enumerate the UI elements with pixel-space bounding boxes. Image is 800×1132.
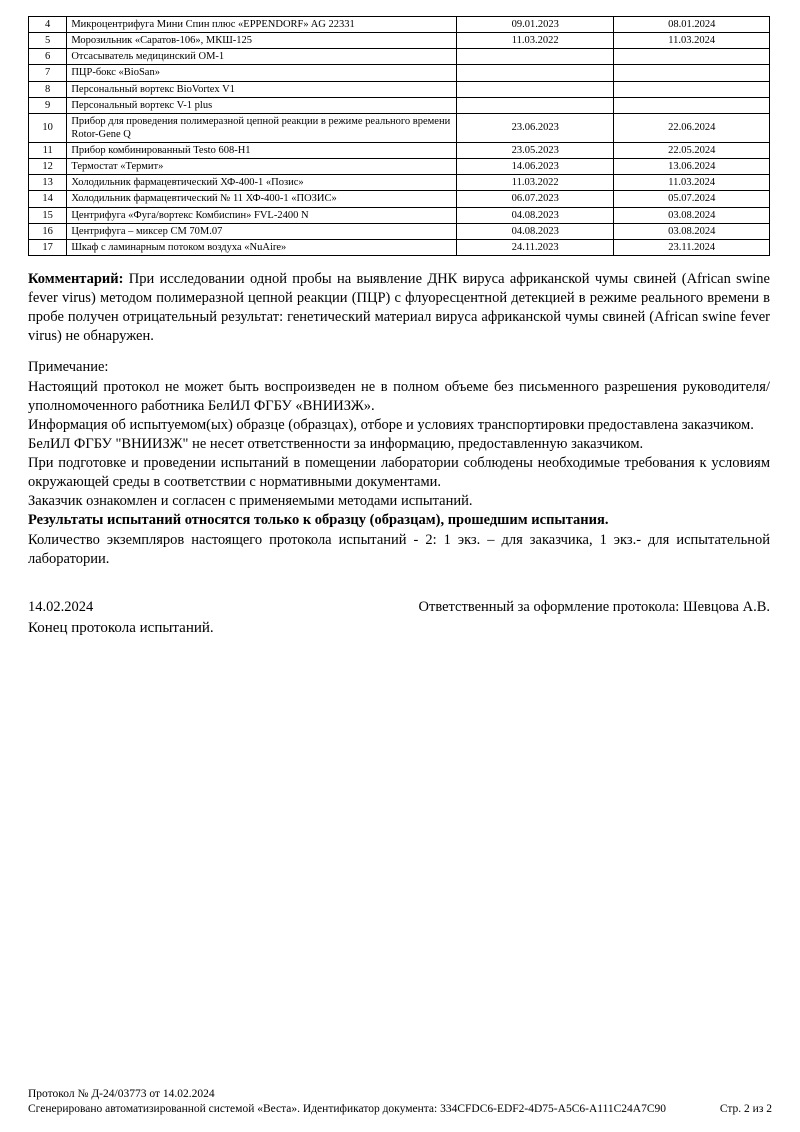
cell-date2: 03.08.2024	[614, 207, 770, 223]
cell-name: Отсасыватель медицинский ОМ-1	[67, 49, 457, 65]
cell-name: Холодильник фармацевтический ХФ-400-1 «Позис»	[67, 175, 457, 191]
equipment-table	[28, 16, 770, 256]
cell-date1: 23.05.2023	[456, 143, 613, 159]
signoff-responsible: Ответственный за оформление протокола: Шевцова А.В.	[418, 598, 770, 615]
cell-date1	[456, 65, 613, 81]
cell-name: Прибор комбинированный Testo 608-H1	[67, 143, 457, 159]
comment-paragraph	[28, 270, 770, 347]
cell-num: 12	[29, 159, 67, 175]
cell-date2: 13.06.2024	[614, 159, 770, 175]
note-line: При подготовке и проведении испытаний в помещении лаборатории соблюдены необходимые требования к условиям окружающей среды в соответствии с нормативными документами.	[28, 455, 770, 491]
comment-text: При исследовании одной пробы на выявление ДНК вируса африканской чумы свиней (African swine fever virus) методом полимеразной цепной реакции (ПЦР) с флуоресцентной детекцией в режиме реального времени в пробе получен отрицательный результат: генетический материал вируса африканской чумы свиней (African swine fever virus) не обнаружен.	[28, 270, 770, 345]
cell-date1: 11.03.2022	[456, 33, 613, 49]
cell-date2: 22.05.2024	[614, 143, 770, 159]
cell-name: Морозильник «Саратов-106», МКШ-125	[67, 33, 457, 49]
cell-date1	[456, 49, 613, 65]
signoff-row	[28, 599, 770, 616]
cell-num: 11	[29, 143, 67, 159]
table-row	[29, 33, 770, 49]
notes-lines	[28, 378, 770, 569]
cell-num: 7	[29, 65, 67, 81]
cell-name: Центрифуга – миксер СМ 70М.07	[67, 223, 457, 239]
table-row	[29, 49, 770, 65]
note-line: БелИЛ ФГБУ "ВНИИЗЖ" не несет ответственности за информацию, предоставленную заказчиком.	[28, 435, 644, 452]
cell-date2: 11.03.2024	[614, 175, 770, 191]
table-row	[29, 207, 770, 223]
cell-date1	[456, 97, 613, 113]
cell-date2	[614, 49, 770, 65]
equipment-table-body	[29, 17, 770, 256]
cell-date1: 14.06.2023	[456, 159, 613, 175]
cell-num: 8	[29, 81, 67, 97]
cell-name: Термостат «Термит»	[67, 159, 457, 175]
table-row	[29, 143, 770, 159]
table-row	[29, 81, 770, 97]
cell-date2	[614, 65, 770, 81]
cell-date1: 23.06.2023	[456, 113, 613, 142]
cell-date1: 04.08.2023	[456, 223, 613, 239]
cell-name: Холодильник фармацевтический № 11 ХФ-400-1 «ПОЗИС»	[67, 191, 457, 207]
page-footer	[28, 1087, 772, 1118]
table-row	[29, 239, 770, 255]
table-row	[29, 17, 770, 33]
cell-name: Прибор для проведения полимеразной цепной реакции в режиме реального времени Rotor-Gene Q	[67, 113, 457, 142]
note-line: Настоящий протокол не может быть воспроизведен не в полном объеме без письменного разрешения руководителя/уполномоченного работника БелИЛ ФГБУ «ВНИИЗЖ».	[28, 378, 770, 414]
cell-num: 15	[29, 207, 67, 223]
note-line: Количество экземпляров настоящего протокола испытаний - 2: 1 экз. – для заказчика, 1 экз.- для испытательной лаборатории.	[28, 531, 770, 567]
cell-num: 14	[29, 191, 67, 207]
note-line: Информация об испытуемом(ых) образце (образцах), отборе и условиях транспортировки предоставлена заказчиком.	[28, 416, 754, 433]
table-row	[29, 159, 770, 175]
cell-num: 13	[29, 175, 67, 191]
cell-num: 4	[29, 17, 67, 33]
cell-date2: 03.08.2024	[614, 223, 770, 239]
table-row	[29, 223, 770, 239]
cell-name: Персональный вортекс V-1 plus	[67, 97, 457, 113]
cell-date2: 22.06.2024	[614, 113, 770, 142]
cell-date2: 05.07.2024	[614, 191, 770, 207]
cell-date2	[614, 81, 770, 97]
cell-date1: 04.08.2023	[456, 207, 613, 223]
cell-num: 6	[29, 49, 67, 65]
table-row	[29, 175, 770, 191]
cell-num: 10	[29, 113, 67, 142]
footer-protocol-number: Протокол № Д-24/03773 от 14.02.2024	[28, 1087, 215, 1100]
footer-row2	[28, 1102, 772, 1118]
table-row	[29, 191, 770, 207]
cell-name: Шкаф с ламинарным потоком воздуха «NuAire»	[67, 239, 457, 255]
notes-title: Примечание:	[28, 359, 109, 376]
cell-name: Микроцентрифуга Мини Спин плюс «EPPENDORF» AG 22331	[67, 17, 457, 33]
cell-date1: 09.01.2023	[456, 17, 613, 33]
footer-generated-text: Сгенерировано автоматизированной системой «Веста». Идентификатор документа: 334CFDC6-EDF2-4D75-A5C6-A111C24A7C90	[28, 1103, 667, 1116]
cell-name: ПЦР-бокс «BioSan»	[67, 65, 457, 81]
table-row	[29, 113, 770, 142]
cell-date2: 23.11.2024	[614, 239, 770, 255]
cell-name: Центрифуга «Фуга/вортекс Комбиспин» FVL-2400 N	[67, 207, 457, 223]
cell-num: 16	[29, 223, 67, 239]
comment-label: Комментарий:	[28, 270, 124, 287]
end-of-protocol: Конец протокола испытаний.	[28, 619, 214, 636]
cell-name: Персональный вортекс BioVortex V1	[67, 81, 457, 97]
cell-date2	[614, 97, 770, 113]
cell-date1: 11.03.2022	[456, 175, 613, 191]
signoff-date: 14.02.2024	[28, 598, 94, 615]
table-row	[29, 97, 770, 113]
cell-date2: 11.03.2024	[614, 33, 770, 49]
cell-date1: 24.11.2023	[456, 239, 613, 255]
footer-page-number: Стр. 2 из 2	[719, 1103, 772, 1116]
note-line: Результаты испытаний относятся только к образцу (образцам), прошедшим испытания.	[28, 512, 609, 529]
notes-section	[28, 358, 770, 568]
cell-date2: 08.01.2024	[614, 17, 770, 33]
note-line: Заказчик ознакомлен и согласен с применяемыми методами испытаний.	[28, 493, 473, 510]
page-content	[28, 16, 770, 637]
cell-date1	[456, 81, 613, 97]
cell-num: 9	[29, 97, 67, 113]
table-row	[29, 65, 770, 81]
cell-num: 17	[29, 239, 67, 255]
cell-num: 5	[29, 33, 67, 49]
cell-date1: 06.07.2023	[456, 191, 613, 207]
